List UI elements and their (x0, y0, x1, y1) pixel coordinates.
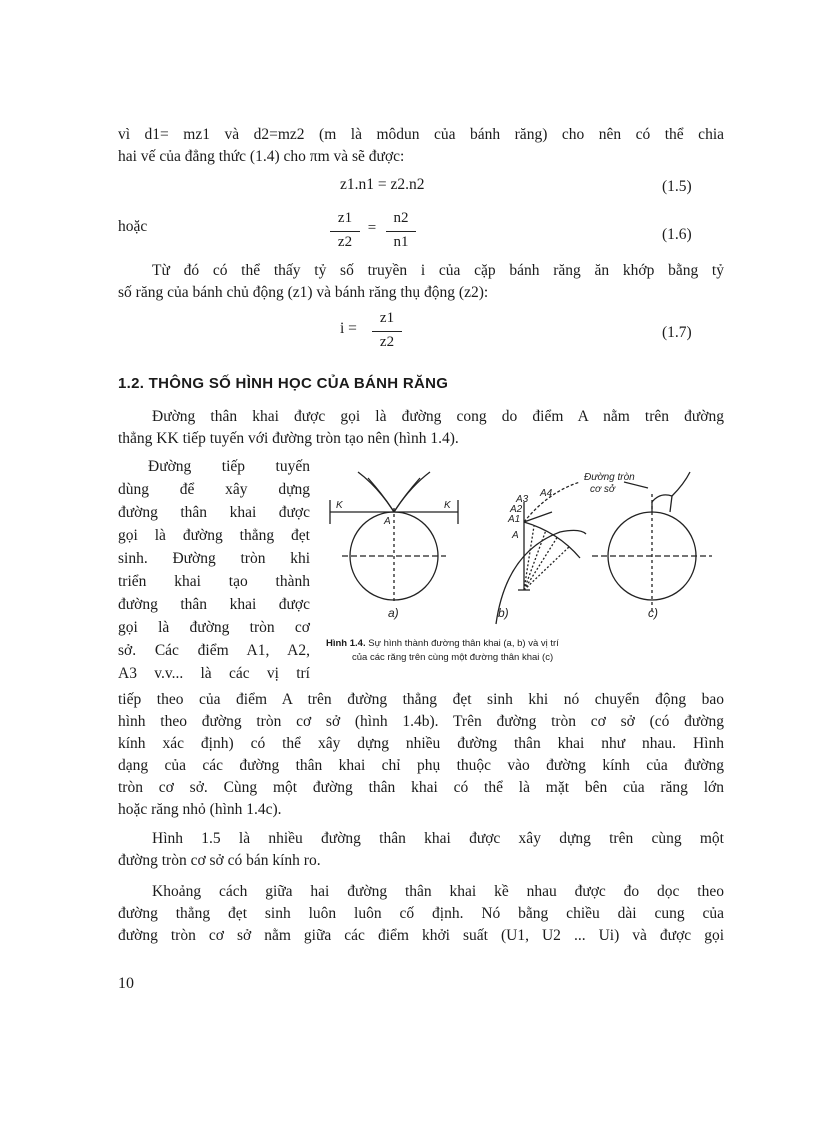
paragraph-line: dạng của các đường thân khai chỉ phụ thuộc vào đường kính của đường (118, 757, 724, 774)
page-number: 10 (118, 975, 134, 992)
paragraph-line: Từ đó có thể thấy tỷ số truyền i của cặp bánh răng ăn khớp bằng tỷ (152, 262, 724, 279)
narrow-line: đường thân khai được (118, 504, 310, 521)
fraction-denominator: z2 (337, 234, 353, 250)
section-heading: 1.2. THÔNG SỐ HÌNH HỌC CỦA BÁNH RĂNG (118, 375, 449, 392)
paragraph-line: đường thẳng đẹt sinh luôn luôn cố định. Nó bằng chiều dài cung của (118, 905, 724, 922)
caption-line: của các răng trên cùng một đường thân khai (c) (352, 652, 554, 663)
paragraph-line: Khoảng cách giữa hai đường thân khai kề nhau được đo dọc theo (152, 883, 724, 900)
narrow-line: gọi là đường thẳng đẹt (118, 527, 310, 544)
paragraph-line: vì d1= mz1 và d2=mz2 (m là môdun của bánh răng) cho nên có thể chia (118, 126, 724, 143)
narrow-line: sở. Các điểm A1, A2, (118, 642, 310, 659)
paragraph-line: tiếp theo của điểm A trên đường thẳng đẹt sinh khi nó chuyển động bao (118, 691, 724, 708)
tooth-profile (652, 495, 672, 512)
k-right-label: K (444, 500, 451, 511)
paragraph-line: hoặc răng nhỏ (hình 1.4c). (118, 801, 282, 818)
label-c: c) (648, 606, 658, 620)
label-a: a) (388, 606, 399, 620)
paragraph-line: kính xác định) có thể xây dựng nhiều đường thân khai như nhau. Hình (118, 735, 724, 752)
point-a-b-label: A (512, 530, 519, 541)
paragraph-line: Đường thân khai được gọi là đường cong do điểm A nằm trên đường (152, 408, 724, 425)
narrow-line: dùng để xây dựng (118, 481, 310, 498)
paragraph-line: thẳng KK tiếp tuyến với đường tròn tạo nên (hình 1.4). (118, 430, 459, 447)
equation-lhs: i = (340, 320, 357, 337)
narrow-line: Đường tiếp tuyến (148, 458, 310, 475)
equation-1-5: z1.n1 = z2.n2 (340, 176, 425, 193)
equation-prefix: hoặc (118, 218, 148, 235)
equation-number: (1.6) (662, 226, 692, 243)
narrow-line: triển khai tạo thành (118, 573, 310, 590)
paragraph-line: Hình 1.5 là nhiều đường thân khai được xây dựng trên cùng một (152, 830, 724, 847)
fraction-bar (386, 231, 416, 232)
paragraph-line: số răng của bánh chủ động (z1) và bánh răng thụ động (z2): (118, 284, 489, 301)
point-a-label: A (384, 516, 391, 527)
caption-text: Sự hình thành đường thân khai (a, b) và vị trí (368, 638, 559, 649)
fraction-numerator: n2 (393, 210, 409, 226)
tooth-profile (672, 472, 690, 496)
narrow-line: đường thân khai được (118, 596, 310, 613)
paragraph-line: hình theo đường tròn cơ sở (hình 1.4b). Trên đường tròn cơ sở (có đường (118, 713, 724, 730)
figure-caption (326, 637, 726, 651)
narrow-line: gọi là đường tròn cơ (118, 619, 310, 636)
equation-number: (1.7) (662, 324, 692, 341)
involute-curve (394, 472, 430, 512)
point-a1-label: A1 (508, 514, 521, 525)
involute-curve (358, 472, 394, 512)
point-a3-label: A3 (516, 494, 529, 505)
label-b: b) (498, 606, 509, 620)
base-circle-label: cơ sở (590, 484, 615, 495)
ray-line (524, 530, 546, 590)
point-a2-label: A2 (510, 504, 523, 515)
equals-sign: = (367, 220, 377, 236)
base-circle-label: Đường tròn (584, 472, 635, 483)
involute-b (524, 522, 580, 558)
k-left-label: K (336, 500, 343, 511)
fraction-bar (330, 231, 360, 232)
paragraph-line: hai vế của đẳng thức (1.4) cho πm và sẽ được: (118, 148, 405, 165)
fraction-numerator: z1 (379, 310, 395, 326)
fraction-denominator: z2 (379, 334, 395, 350)
figure-1-4 (318, 462, 728, 627)
caption-title: Hình 1.4. (326, 638, 366, 649)
ray-line (524, 546, 570, 590)
fraction-denominator: n1 (393, 234, 409, 250)
ray-line (524, 526, 534, 590)
paragraph-line: đường tròn cơ sở nằm giữa các điểm khởi suất (U1, U2 ... Ui) và được gọi (118, 927, 724, 944)
point-a4-label: A4 (540, 488, 553, 499)
narrow-line: A3 v.v... là các vị trí (118, 665, 310, 682)
fraction-numerator: z1 (337, 210, 353, 226)
equation-number: (1.5) (662, 178, 692, 195)
narrow-line: sinh. Đường tròn khi (118, 550, 310, 567)
paragraph-line: tròn cơ sở. Cùng một đường thân khai có thể là mặt bên của răng lớn (118, 779, 724, 796)
fraction-bar (372, 331, 402, 332)
paragraph-line: đường tròn cơ sở có bán kính ro. (118, 852, 321, 869)
